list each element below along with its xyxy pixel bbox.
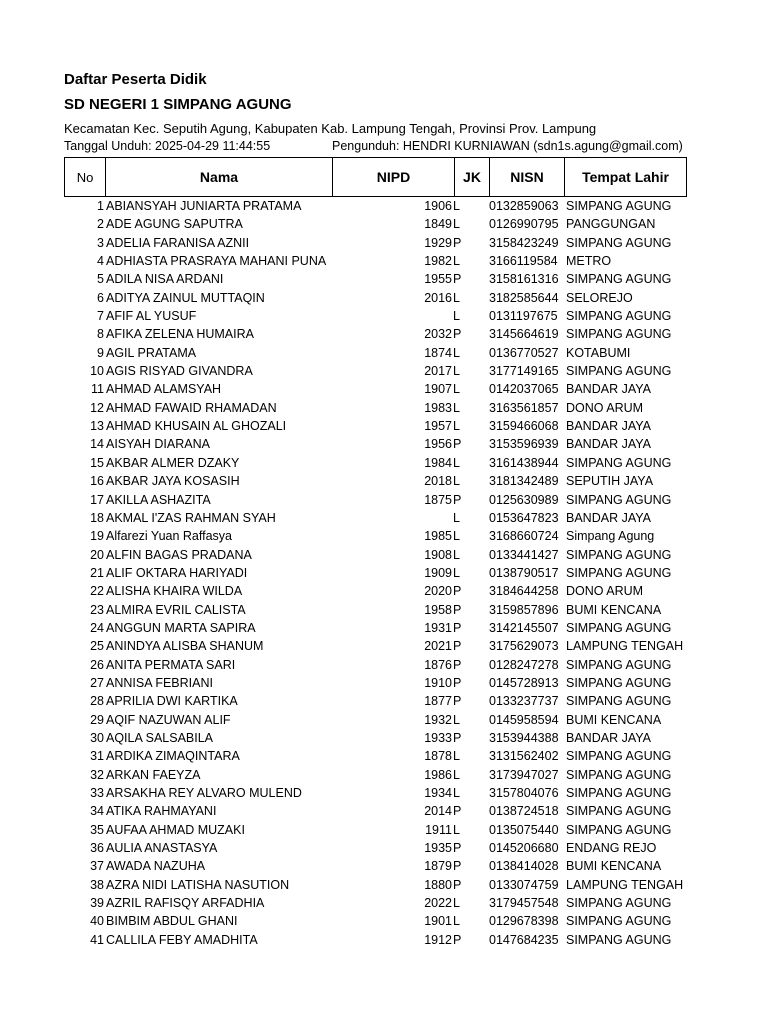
row-number: 14	[90, 437, 104, 452]
student-birthplace: SIMPANG AGUNG	[566, 492, 672, 507]
student-nipd: 2017	[424, 364, 452, 379]
student-birthplace: SIMPANG AGUNG	[566, 822, 672, 837]
student-gender: L	[453, 382, 460, 397]
column-header-no: No	[65, 158, 106, 197]
student-nipd: 2032	[424, 327, 452, 342]
student-nisn: 3182585644	[489, 290, 559, 305]
student-nipd: 1956	[424, 437, 452, 452]
student-nipd: 1909	[424, 565, 452, 580]
student-nisn: 3157804076	[489, 786, 559, 800]
student-nisn: 3145664619	[489, 327, 559, 342]
row-number: 22	[90, 584, 104, 599]
table-row	[64, 380, 688, 398]
student-gender: P	[453, 675, 462, 690]
student-name: CALLILA FEBY AMADHITA	[106, 932, 258, 947]
student-name: AKILLA ASHAZITA	[106, 492, 211, 507]
student-nipd: 1875	[424, 492, 452, 507]
student-nipd: 1849	[424, 217, 452, 232]
table-row	[64, 857, 688, 875]
student-birthplace: SIMPANG AGUNG	[566, 675, 672, 690]
student-nipd: 1877	[424, 694, 452, 709]
student-nisn: 0147684235	[489, 932, 559, 947]
student-nipd: 1878	[424, 749, 452, 764]
student-birthplace: SIMPANG AGUNG	[566, 455, 672, 470]
student-nipd: 1934	[424, 786, 452, 800]
student-gender: L	[453, 419, 460, 434]
student-name: ADHIASTA PRASRAYA MAHANI PUNA	[106, 254, 327, 269]
student-nipd: 1876	[424, 657, 452, 672]
student-nipd: 1958	[424, 602, 452, 617]
row-number: 21	[90, 565, 104, 580]
student-birthplace: BUMI KENCANA	[566, 859, 662, 874]
row-number: 11	[91, 382, 104, 397]
row-number: 17	[90, 492, 104, 507]
student-nisn: 0145728913	[489, 675, 559, 690]
row-number: 40	[90, 914, 104, 929]
row-number: 24	[90, 620, 104, 635]
row-number: 7	[97, 309, 104, 324]
table-row	[64, 289, 688, 307]
student-gender: P	[453, 492, 462, 507]
student-birthplace: LAMPUNG TENGAH	[566, 877, 684, 892]
student-nipd: 1910	[424, 675, 452, 690]
student-name: AQIF NAZUWAN ALIF	[106, 712, 231, 727]
student-name: ANINDYA ALISBA SHANUM	[106, 639, 264, 654]
row-number: 26	[90, 657, 104, 672]
row-number: 27	[90, 675, 104, 690]
student-nisn: 3158423249	[489, 235, 559, 250]
student-name: AULIA ANASTASYA	[106, 841, 218, 856]
student-gender: P	[453, 235, 462, 250]
student-gender: L	[453, 712, 460, 727]
student-birthplace: BANDAR JAYA	[566, 382, 651, 397]
student-nisn: 3168660724	[489, 529, 559, 544]
student-nipd: 2020	[424, 584, 452, 599]
student-nipd: 1879	[424, 859, 452, 874]
column-header-jk: JK	[455, 158, 490, 197]
student-birthplace: SIMPANG AGUNG	[566, 235, 672, 250]
table-row	[64, 784, 688, 802]
row-number: 10	[90, 364, 104, 379]
student-birthplace: BANDAR JAYA	[566, 510, 651, 525]
student-name: ABIANSYAH JUNIARTA PRATAMA	[106, 199, 302, 213]
student-nipd: 1955	[424, 272, 452, 287]
student-name: AZRIL RAFISQY ARFADHIA	[106, 896, 265, 911]
student-nisn: 3159466068	[489, 419, 559, 434]
student-birthplace: ENDANG REJO	[566, 841, 657, 856]
student-nipd: 1931	[424, 620, 452, 635]
student-nipd: 1912	[424, 932, 452, 947]
student-gender: L	[453, 309, 460, 324]
student-name: AKBAR JAYA KOSASIH	[106, 474, 240, 489]
student-nipd: 1935	[424, 841, 452, 856]
student-gender: L	[453, 786, 460, 800]
student-name: ALISHA KHAIRA WILDA	[106, 584, 243, 599]
student-gender: P	[453, 272, 462, 287]
row-number: 15	[90, 455, 104, 470]
row-number: 13	[90, 419, 104, 434]
student-nisn: 0138790517	[489, 565, 559, 580]
student-nipd: 1984	[424, 455, 452, 470]
student-birthplace: SIMPANG AGUNG	[566, 657, 672, 672]
student-gender: L	[453, 345, 460, 360]
student-birthplace: BUMI KENCANA	[566, 712, 662, 727]
student-birthplace: KOTABUMI	[566, 345, 631, 360]
student-nipd: 2016	[424, 290, 452, 305]
column-header-tempat-lahir: Tempat Lahir	[565, 158, 687, 197]
student-nisn: 0128247278	[489, 657, 559, 672]
student-nisn: 0129678398	[489, 914, 559, 929]
student-nipd: 1908	[424, 547, 452, 562]
row-number: 29	[90, 712, 104, 727]
student-name: AFIKA ZELENA HUMAIRA	[106, 327, 254, 342]
table-row	[64, 674, 688, 692]
student-name: ATIKA RAHMAYANI	[106, 804, 217, 819]
student-nisn: 3166119584	[489, 254, 558, 269]
student-birthplace: SIMPANG AGUNG	[566, 309, 672, 324]
student-name: ADE AGUNG SAPUTRA	[106, 217, 243, 232]
student-nipd: 2014	[424, 804, 452, 819]
student-gender: P	[453, 639, 462, 654]
student-nipd: 1929	[424, 235, 452, 250]
table-row	[64, 454, 688, 472]
table-row	[64, 270, 688, 288]
table-row	[64, 307, 688, 325]
row-number: 1	[97, 199, 104, 213]
table-row	[64, 912, 688, 930]
student-nisn: 3181342489	[489, 474, 559, 489]
student-nipd: 2018	[424, 474, 452, 489]
student-birthplace: SEPUTIH JAYA	[566, 474, 654, 489]
student-name: AHMAD ALAMSYAH	[106, 382, 222, 397]
student-nipd: 1874	[424, 345, 452, 360]
student-nisn: 0153647823	[489, 510, 559, 525]
student-name: ALMIRA EVRIL CALISTA	[106, 602, 246, 617]
student-birthplace: SIMPANG AGUNG	[566, 272, 672, 287]
student-nisn: 3153596939	[489, 437, 559, 452]
row-number: 41	[90, 932, 104, 947]
student-name: AUFAA AHMAD MUZAKI	[106, 822, 245, 837]
student-gender: L	[453, 896, 460, 911]
student-birthplace: LAMPUNG TENGAH	[566, 639, 684, 654]
table-row	[64, 711, 688, 729]
student-name: AQILA SALSABILA	[106, 730, 214, 745]
row-number: 4	[97, 254, 104, 269]
student-nipd: 1932	[424, 712, 452, 727]
student-nipd: 1911	[425, 822, 452, 837]
student-gender: P	[453, 327, 462, 342]
table-row	[64, 491, 688, 509]
row-number: 39	[90, 896, 104, 911]
download-date: Tanggal Unduh: 2025-04-29 11:44:55	[64, 139, 271, 153]
student-nipd: 2022	[424, 896, 452, 911]
student-birthplace: SIMPANG AGUNG	[566, 767, 672, 782]
table-row	[64, 839, 688, 857]
student-birthplace: SIMPANG AGUNG	[566, 199, 672, 213]
student-gender: P	[453, 859, 462, 874]
table-header	[64, 157, 687, 197]
table-row	[64, 344, 688, 362]
student-nisn: 0136770527	[489, 345, 559, 360]
row-number: 12	[90, 400, 104, 415]
student-gender: L	[453, 199, 460, 213]
student-name: ANNISA FEBRIANI	[106, 675, 213, 690]
student-nipd: 1983	[424, 400, 452, 415]
student-birthplace: BANDAR JAYA	[566, 437, 651, 452]
student-name: AGIL PRATAMA	[106, 345, 197, 360]
student-nipd: 2021	[424, 639, 452, 654]
student-gender: L	[453, 400, 460, 415]
student-name: ALFIN BAGAS PRADANA	[106, 547, 252, 562]
column-header-nipd: NIPD	[333, 158, 455, 197]
student-birthplace: DONO ARUM	[566, 400, 644, 415]
student-nisn: 0133237737	[489, 694, 559, 709]
student-nisn: 0132859063	[489, 199, 559, 213]
student-nisn: 0133441427	[489, 547, 559, 562]
student-nisn: 3177149165	[489, 364, 559, 379]
table-row	[64, 876, 688, 894]
student-nisn: 3161438944	[489, 455, 559, 470]
student-gender: L	[453, 364, 460, 379]
student-gender: L	[453, 822, 460, 837]
student-nisn: 0138414028	[489, 859, 559, 874]
student-name: Alfarezi Yuan Raffasya	[106, 529, 233, 544]
student-nisn: 3159857896	[489, 602, 559, 617]
student-nisn: 0133074759	[489, 877, 559, 892]
student-name: AWADA NAZUHA	[106, 859, 206, 874]
student-birthplace: SELOREJO	[566, 290, 633, 305]
student-nipd: 1957	[424, 419, 452, 434]
student-nipd: 1901	[424, 914, 452, 929]
student-gender: L	[453, 547, 460, 562]
student-gender: P	[453, 730, 462, 745]
row-number: 9	[97, 345, 104, 360]
student-nipd: 1880	[424, 877, 452, 892]
table-row	[64, 729, 688, 747]
row-number: 32	[90, 767, 104, 782]
student-birthplace: SIMPANG AGUNG	[566, 749, 672, 764]
student-nisn: 0126990795	[489, 217, 559, 232]
table-row	[64, 435, 688, 453]
row-number: 20	[90, 547, 104, 562]
row-number: 25	[90, 639, 104, 654]
table-row	[64, 692, 688, 710]
table-row	[64, 821, 688, 839]
student-birthplace: SIMPANG AGUNG	[566, 620, 672, 635]
table-row	[64, 252, 688, 270]
row-number: 28	[90, 694, 104, 709]
table-row	[64, 656, 688, 674]
student-birthplace: SIMPANG AGUNG	[566, 565, 672, 580]
row-number: 23	[90, 602, 104, 617]
student-nisn: 0145958594	[489, 712, 559, 727]
student-birthplace: SIMPANG AGUNG	[566, 786, 672, 800]
student-birthplace: SIMPANG AGUNG	[566, 547, 672, 562]
student-nipd: 1907	[424, 382, 452, 397]
table-row	[64, 619, 688, 637]
student-gender: L	[453, 749, 460, 764]
student-gender: P	[453, 584, 462, 599]
student-gender: P	[453, 437, 462, 452]
student-nipd: 1985	[424, 529, 452, 544]
row-number: 35	[90, 822, 104, 837]
row-number: 19	[90, 529, 104, 544]
table-row	[64, 509, 688, 527]
student-nisn: 3173947027	[489, 767, 559, 782]
student-name: ARSAKHA REY ALVARO MULEND	[106, 786, 302, 800]
table-row	[64, 766, 688, 784]
student-name: AKMAL I'ZAS RAHMAN SYAH	[106, 510, 276, 525]
student-birthplace: SIMPANG AGUNG	[566, 804, 672, 819]
table-row	[64, 472, 688, 490]
student-birthplace: PANGGUNGAN	[566, 217, 656, 232]
student-name: APRILIA DWI KARTIKA	[106, 694, 238, 709]
student-birthplace: SIMPANG AGUNG	[566, 364, 672, 379]
student-gender: L	[453, 529, 460, 544]
row-number: 33	[90, 786, 104, 800]
student-birthplace: BUMI KENCANA	[566, 602, 662, 617]
student-gender: P	[453, 694, 462, 709]
student-nipd: 1906	[424, 199, 452, 213]
student-nisn: 3131562402	[489, 749, 559, 764]
student-nipd: 1933	[424, 730, 452, 745]
row-number: 37	[90, 859, 104, 874]
student-birthplace: Simpang Agung	[566, 529, 655, 544]
student-name: BIMBIM ABDUL GHANI	[106, 914, 238, 929]
column-header-nisn: NISN	[490, 158, 565, 197]
student-nisn: 0142037065	[489, 382, 559, 397]
student-gender: P	[453, 602, 462, 617]
student-gender: P	[453, 932, 462, 947]
row-number: 30	[90, 730, 104, 745]
student-nisn: 3184644258	[489, 584, 559, 599]
table-row	[64, 637, 688, 655]
student-name: AKBAR ALMER DZAKY	[106, 455, 240, 470]
student-birthplace: SIMPANG AGUNG	[566, 327, 672, 342]
row-number: 31	[90, 749, 104, 764]
student-nisn: 0135075440	[489, 822, 559, 837]
row-number: 16	[90, 474, 104, 489]
student-name: AHMAD KHUSAIN AL GHOZALI	[106, 419, 287, 434]
student-gender: L	[453, 254, 460, 269]
student-nisn: 3158161316	[489, 272, 559, 287]
row-number: 38	[90, 877, 104, 892]
table-row	[64, 399, 688, 417]
student-list	[64, 197, 688, 949]
student-name: AISYAH DIARANA	[106, 437, 210, 452]
student-nisn: 3179457548	[489, 896, 559, 911]
student-name: AZRA NIDI LATISHA NASUTION	[106, 877, 290, 892]
student-name: AGIS RISYAD GIVANDRA	[106, 364, 253, 379]
table-row	[64, 362, 688, 380]
row-number: 34	[90, 804, 104, 819]
student-name: ARKAN FAEYZA	[106, 767, 201, 782]
student-gender: L	[453, 217, 460, 232]
student-gender: L	[453, 474, 460, 489]
table-row	[64, 894, 688, 912]
student-name: AFIF AL YUSUF	[106, 309, 197, 324]
table-row	[64, 564, 688, 582]
student-birthplace: SIMPANG AGUNG	[566, 694, 672, 709]
table-row	[64, 802, 688, 820]
student-name: ALIF OKTARA HARIYADI	[106, 565, 248, 580]
table-row	[64, 234, 688, 252]
table-row	[64, 215, 688, 233]
student-birthplace: SIMPANG AGUNG	[566, 914, 672, 929]
row-number: 8	[97, 327, 104, 342]
student-birthplace: DONO ARUM	[566, 584, 644, 599]
student-nisn: 3142145507	[489, 620, 559, 635]
student-gender: L	[453, 914, 460, 929]
student-gender: L	[453, 455, 460, 470]
row-number: 6	[97, 290, 104, 305]
column-header-nama: Nama	[106, 158, 333, 197]
student-gender: L	[453, 565, 460, 580]
student-gender: P	[453, 657, 462, 672]
student-birthplace: METRO	[566, 254, 612, 269]
document-title: Daftar Peserta Didik	[64, 71, 207, 88]
student-nisn: 3153944388	[489, 730, 559, 745]
table-row	[64, 601, 688, 619]
student-nipd: 1982	[424, 254, 452, 269]
student-birthplace: SIMPANG AGUNG	[566, 932, 672, 947]
student-nipd: 1986	[424, 767, 452, 782]
student-name: ARDIKA ZIMAQINTARA	[106, 749, 240, 764]
student-gender: P	[453, 877, 462, 892]
table-row	[64, 582, 688, 600]
student-birthplace: BANDAR JAYA	[566, 419, 651, 434]
table-row	[64, 546, 688, 564]
row-number: 18	[90, 510, 104, 525]
student-nisn: 0131197675	[489, 309, 558, 324]
student-nisn: 0138724518	[489, 804, 559, 819]
student-gender: P	[453, 620, 462, 635]
student-birthplace: SIMPANG AGUNG	[566, 896, 672, 911]
student-gender: L	[453, 767, 460, 782]
table-row	[64, 325, 688, 343]
student-nisn: 3163561857	[489, 400, 559, 415]
row-number: 3	[97, 235, 104, 250]
student-gender: P	[453, 841, 462, 856]
school-name: SD NEGERI 1 SIMPANG AGUNG	[64, 96, 292, 113]
student-name: AHMAD FAWAID RHAMADAN	[106, 400, 277, 415]
table-row	[64, 417, 688, 435]
student-gender: L	[453, 510, 460, 525]
student-name: ANGGUN MARTA SAPIRA	[106, 620, 256, 635]
student-nisn: 0145206680	[489, 841, 559, 856]
student-nisn: 0125630989	[489, 492, 559, 507]
table-row	[64, 747, 688, 765]
row-number: 36	[90, 841, 104, 856]
row-number: 5	[97, 272, 104, 287]
row-number: 2	[97, 217, 104, 232]
table-row	[64, 527, 688, 545]
student-name: ADITYA ZAINUL MUTTAQIN	[106, 290, 265, 305]
student-gender: L	[453, 290, 460, 305]
table-row	[64, 931, 688, 949]
student-name: ANITA PERMATA SARI	[106, 657, 236, 672]
table-row	[64, 197, 688, 215]
student-nisn: 3175629073	[489, 639, 559, 654]
student-name: ADELIA FARANISA AZNII	[106, 235, 250, 250]
student-name: ADILA NISA ARDANI	[106, 272, 224, 287]
downloader-info: Pengunduh: HENDRI KURNIAWAN (sdn1s.agung@gmail.com)	[332, 139, 683, 153]
student-birthplace: BANDAR JAYA	[566, 730, 651, 745]
school-location: Kecamatan Kec. Seputih Agung, Kabupaten Kab. Lampung Tengah, Provinsi Prov. Lampung	[64, 121, 597, 136]
student-gender: P	[453, 804, 462, 819]
